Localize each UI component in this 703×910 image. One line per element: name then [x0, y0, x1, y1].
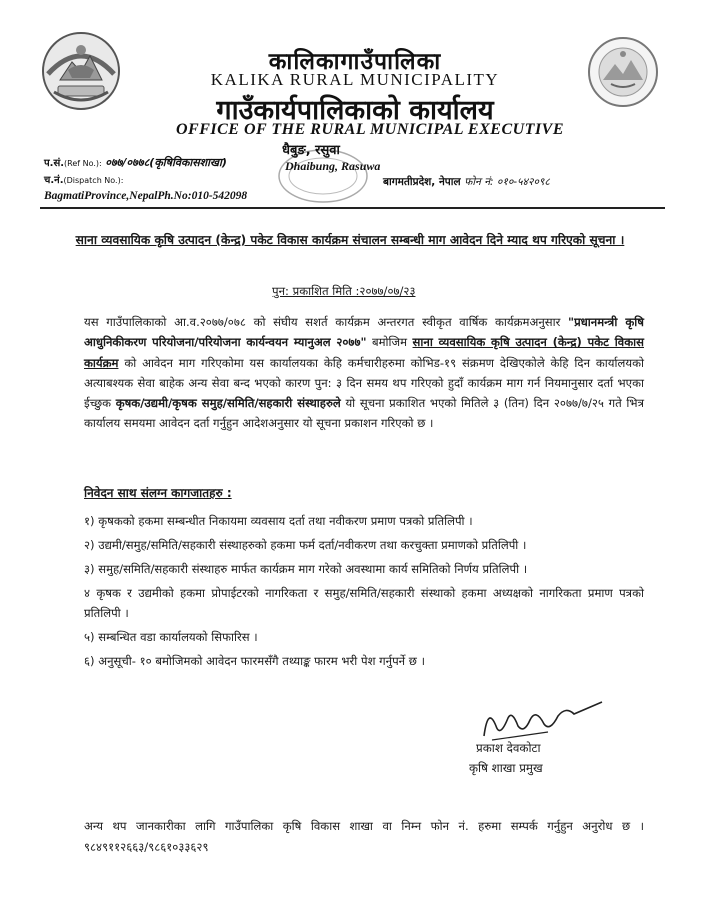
dispatch-label-en: (Dispatch No.): — [63, 176, 124, 185]
notice-body-paragraph — [84, 312, 644, 434]
para-bold-3: कृषक/उद्यमी/कृषक समुह/समिति/सहकारी संस्थाहरुले — [115, 396, 341, 411]
phone-np: फोन नं: ०१०-५४२०९८ — [464, 176, 550, 188]
para-text-1: यस गाउँपालिकाको आ.व.२०७७/०७८ को संघीय सशर्त कार्यक्रम अन्तरगत स्वीकृत वार्षिक कार्यक्रमअनुसार — [84, 315, 569, 329]
dispatch-label: च.नं. — [44, 175, 64, 186]
notice-subject: साना व्यवसायिक कृषि उत्पादन (केन्द्र) पकेट विकास कार्यक्रम संचालन सम्बन्धी माग आवेदन दिने म्याद थप गरिएको सूचना । — [75, 233, 625, 247]
province-np: बागमतीप्रदेश, नेपाल — [383, 176, 461, 188]
reference-number — [44, 155, 227, 170]
address-en: BagmatiProvince,NepalPh.No:010-542098 — [44, 190, 248, 202]
municipality-logo-icon — [587, 36, 659, 108]
publication-date: पुन: प्रकाशित मिति :२०७७/०७/२३ — [272, 284, 416, 298]
list-item: ३) समुह/समिति/सहकारी संस्थाहरु मार्फत कार्यक्रम माग गरेको अवस्थामा कार्य समितिको निर्णय प्रतिलिपी । — [84, 562, 528, 576]
location-np: धैबुङ, रसुवा — [282, 143, 340, 158]
ref-label: प.सं. — [44, 158, 65, 169]
executive-office-np: गाउँकार्यपालिकाको कार्यालय — [216, 95, 494, 126]
executive-office-en: OFFICE OF THE RURAL MUNICIPAL EXECUTIVE — [175, 121, 565, 138]
location-en: Dhaibung, Rasuwa — [285, 159, 381, 173]
ref-value: ०७७/०७७८(कृषिविकासशाखा) — [105, 156, 227, 169]
para-bold-2: साना व्यवसायिक कृषि उत्पादन (केन्द्र) पकेट विकास कार्यक्रम — [84, 335, 644, 370]
signer-title: कृषि शाखा प्रमुख — [469, 761, 543, 775]
para-text-4: यो सूचना प्रकाशित भएको मितिले ३ (तिन) दिन २०७७/७/२५ गते भित्र कार्यालय समयमा आवेदन दर्ता गर्नुहुन आदेशअनुसार यो सूचना प्रकाशन गरिएको छ । — [84, 396, 644, 431]
list-item: १) कृषकको हकमा सम्बन्धीत निकायमा व्यवसाय दर्ता तथा नवीकरण प्रमाण पत्रको प्रतिलिपी । — [84, 514, 473, 528]
ref-label-en: (Ref No.): — [64, 159, 102, 168]
header-divider — [40, 207, 665, 209]
attachments-list — [84, 511, 644, 675]
para-text-2: बमोजिम — [366, 335, 413, 350]
attachments-heading: निवेदन साथ संलग्न कागजातहरु : — [84, 486, 232, 500]
contact-footer: अन्य थप जानकारीका लागि गाउँपालिका कृषि विकास शाखा वा निम्न फोन नं. हरुमा सम्पर्क गर्नुहुन अनुरोध छ ।९८४९११२६६३/९८६१०३३६२९ — [84, 819, 644, 854]
list-item: ४ कृषक र उद्यमीको हकमा प्रोपाईटरको नागरिकता र समुह/समिति/सहकारी संस्थाको हकमा अध्यक्षको नागरिकता प्रमाण पत्रको प्रतिलिपी । — [84, 586, 644, 620]
list-item: २) उद्यमी/समुह/समिति/सहकारी संस्थाहरुको हकमा फर्म दर्ता/नवीकरण तथा करचुक्ता प्रमाणको प्रतिलिपी । — [84, 538, 527, 552]
para-bold-1: "प्रधानमन्त्री कृषि आधुनिकीकरण परियोजना/परियोजना कार्यन्वयन म्यानुअल २०७७" — [84, 315, 644, 350]
office-name-np: कालिकागाउँपालिका — [268, 49, 442, 75]
para-text-3: को आवेदन माग गरिएकोमा यस कार्यालयका केहि कर्मचारीहरुमा कोभिड-१९ संक्रमण देखिएकोले केहि दिन कार्यालयको अत्याबश्यक सेवा बाहेक अन्य सेवा बन्द भएको कारण पुन: ३ दिन समय थप गरिएको हुदाँ कार्यक्रम माग गर्न नियमानुसार दर्ता भएका ईच्छुक — [84, 355, 644, 411]
signer-name: प्रकाश देवकोटा — [476, 741, 541, 755]
office-name-en: KALIKA RURAL MUNICIPALITY — [210, 70, 500, 89]
province-phone-np — [383, 175, 550, 189]
list-item: ६) अनुसूची- १० बमोजिमको आवेदन फारमसँगै तथ्याङ्क फारम भरी पेश गर्नुपर्ने छ । — [84, 654, 426, 668]
nepal-government-emblem-icon — [40, 30, 122, 112]
dispatch-number — [44, 172, 123, 186]
list-item: ५) सम्बन्धित वडा कार्यालयको सिफारिस । — [84, 630, 258, 644]
